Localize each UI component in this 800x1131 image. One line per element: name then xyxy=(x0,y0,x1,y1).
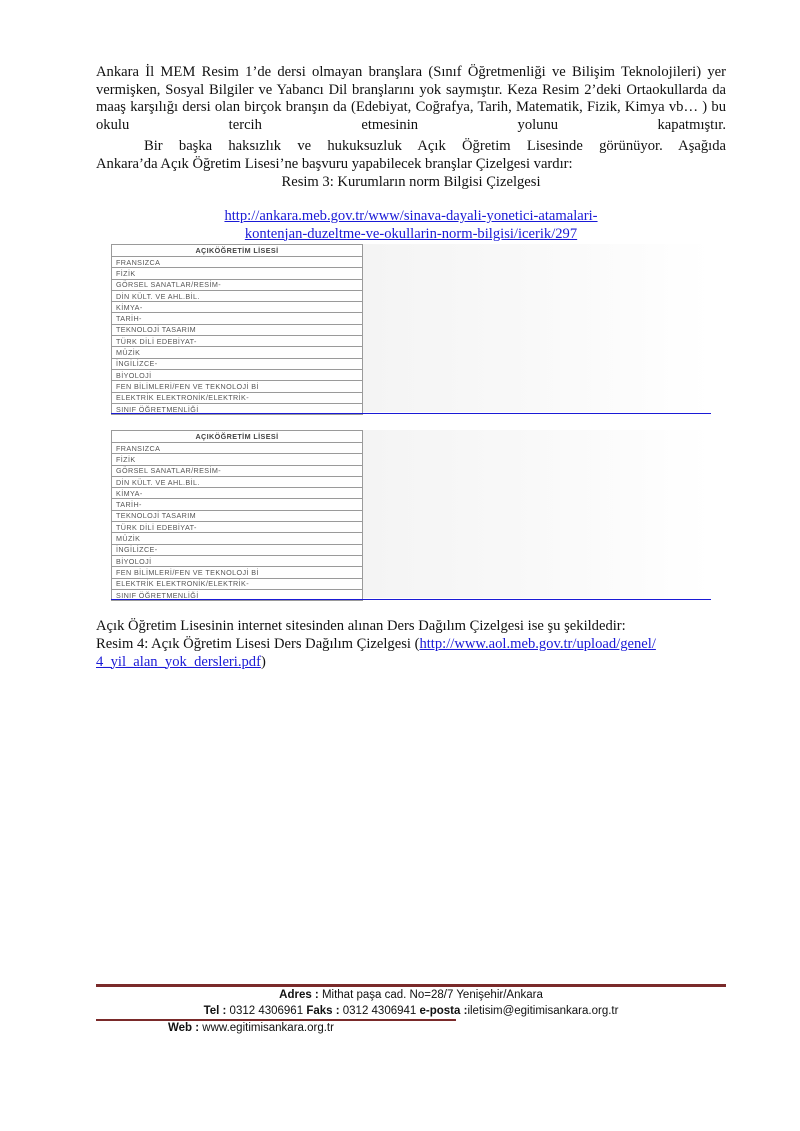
table-cell: KİMYA- xyxy=(112,302,363,313)
tel-label: Tel : xyxy=(203,1005,227,1017)
table-row xyxy=(112,268,363,279)
table-row xyxy=(112,358,363,369)
table-cell: FİZİK xyxy=(112,268,363,279)
table-header-row xyxy=(112,431,363,443)
table-cell: SINIF ÖĞRETMENLİĞİ xyxy=(112,589,363,600)
paragraph-2 xyxy=(96,138,726,173)
table-cell: ELEKTRİK ELEKTRONİK/ELEKTRİK- xyxy=(112,392,363,403)
table-row xyxy=(112,290,363,301)
table-cell: DİN KÜLT. VE AHL.BİL. xyxy=(112,290,363,301)
table-cell: MÜZİK xyxy=(112,533,363,544)
table-cell: GÖRSEL SANATLAR/RESİM- xyxy=(112,279,363,290)
table-cell: ELEKTRİK ELEKTRONİK/ELEKTRİK- xyxy=(112,578,363,589)
fax-label: Faks : xyxy=(306,1005,340,1017)
paragraph-1: Ankara İl MEM Resim 1’de dersi olmayan branşlara (Sınıf Öğretmenliği ve Bilişim Teknolojileri) yer vermişken, Sosyal Bilgiler ve Yabancı Dil branşlarını yok saymıştır. Keza Resim 2’deki Ortaokullarda da maaş karşılığı dersi olan birçok branşın da (Edebiyat, Coğrafya, Tarih, Matematik, Fizik, Kimya vb… ) bu okulu tercih etmesinin yolunu kapatmıştır. xyxy=(96,64,726,133)
image-background xyxy=(363,430,711,598)
email-label: e-posta : xyxy=(419,1005,468,1017)
table-row xyxy=(112,476,363,487)
table-cell: TEKNOLOJİ TASARIM xyxy=(112,324,363,335)
footer-web xyxy=(96,1020,406,1036)
web-label: Web : xyxy=(168,1022,200,1034)
table-cell: TÜRK DİLİ EDEBİYAT- xyxy=(112,336,363,347)
table-row xyxy=(112,488,363,499)
table-cell: İNGİLİZCE- xyxy=(112,358,363,369)
caption-4-suffix: ) xyxy=(260,653,266,670)
figure-caption-3: Resim 3: Kurumların norm Bilgisi Çizelgesi xyxy=(281,174,541,190)
table-header-cell: AÇIKÖĞRETİM LİSESİ xyxy=(112,431,363,443)
table-cell: MÜZİK xyxy=(112,347,363,358)
table-cell: İNGİLİZCE- xyxy=(112,544,363,555)
footer-contact xyxy=(96,1003,726,1019)
paragraph-3: Açık Öğretim Lisesinin internet sitesinden alınan Ders Dağılım Çizelgesi ise şu şekildedir: xyxy=(96,618,626,634)
footer-address xyxy=(96,987,726,1003)
table-header-cell: AÇIKÖĞRETİM LİSESİ xyxy=(112,245,363,257)
tel-value: 0312 4306961 xyxy=(226,1005,307,1017)
table-row xyxy=(112,381,363,392)
fax-value: 0312 4306941 xyxy=(339,1005,420,1017)
table-row xyxy=(112,369,363,380)
aol-pdf-link-line-1[interactable]: http://www.aol.meb.gov.tr/upload/genel/ xyxy=(419,636,656,652)
table-cell: FRANSIZCA xyxy=(112,257,363,268)
table-row xyxy=(112,279,363,290)
image-background xyxy=(363,244,711,412)
source-link-1 xyxy=(96,208,726,243)
table-row xyxy=(112,302,363,313)
branch-table-2 xyxy=(111,430,363,601)
table-cell: FİZİK xyxy=(112,454,363,465)
figure-caption-4 xyxy=(96,636,726,671)
table-cell: KİMYA- xyxy=(112,488,363,499)
branch-table-image-2 xyxy=(111,430,711,600)
paragraph-2-line-2: Ankara’da Açık Öğretim Lisesi’ne başvuru yapabilecek branşlar Çizelgesi vardır: xyxy=(96,155,573,172)
table-cell: FEN BİLİMLERİ/FEN VE TEKNOLOJİ Bİ xyxy=(112,381,363,392)
table-cell: DİN KÜLT. VE AHL.BİL. xyxy=(112,476,363,487)
table-cell: FEN BİLİMLERİ/FEN VE TEKNOLOJİ Bİ xyxy=(112,567,363,578)
table-cell: TEKNOLOJİ TASARIM xyxy=(112,510,363,521)
aol-pdf-link-line-2[interactable]: 4_yil_alan_yok_dersleri.pdf xyxy=(96,653,261,670)
table-header-row xyxy=(112,245,363,257)
norm-info-link-line-2[interactable]: kontenjan-duzeltme-ve-okullarin-norm-bilgisi/icerik/297 xyxy=(244,225,578,242)
table-row xyxy=(112,578,363,589)
image-link-underline xyxy=(111,413,711,414)
web-value[interactable]: www.egitimisankara.org.tr xyxy=(199,1022,334,1034)
table-row xyxy=(112,347,363,358)
table-cell: SINIF ÖĞRETMENLİĞİ xyxy=(112,403,363,414)
address-value: Mithat paşa cad. No=28/7 Yenişehir/Ankara xyxy=(318,989,543,1001)
table-row xyxy=(112,499,363,510)
table-cell: TÜRK DİLİ EDEBİYAT- xyxy=(112,522,363,533)
table-row xyxy=(112,257,363,268)
table-row xyxy=(112,465,363,476)
email-value[interactable]: iletisim@egitimisankara.org.tr xyxy=(467,1005,619,1017)
table-cell: TARİH- xyxy=(112,499,363,510)
table-row xyxy=(112,567,363,578)
table-row xyxy=(112,443,363,454)
branch-table-image-1 xyxy=(111,244,711,414)
table-cell: TARİH- xyxy=(112,313,363,324)
table-row xyxy=(112,324,363,335)
table-cell: FRANSIZCA xyxy=(112,443,363,454)
table-cell: BİYOLOJİ xyxy=(112,369,363,380)
table-cell: GÖRSEL SANATLAR/RESİM- xyxy=(112,465,363,476)
table-row xyxy=(112,392,363,403)
table-row xyxy=(112,555,363,566)
address-label: Adres : xyxy=(279,989,319,1001)
table-cell: BİYOLOJİ xyxy=(112,555,363,566)
table-row xyxy=(112,522,363,533)
table-row xyxy=(112,544,363,555)
image-link-underline xyxy=(111,599,711,600)
table-row xyxy=(112,313,363,324)
paragraph-2-line-1: Bir başka haksızlık ve hukuksuzluk Açık Öğretim Lisesinde görünüyor. Aşağıda xyxy=(144,138,726,154)
norm-info-link-line-1[interactable]: http://ankara.meb.gov.tr/www/sinava-dayali-yonetici-atamalari- xyxy=(224,208,598,224)
caption-4-prefix: Resim 4: Açık Öğretim Lisesi Ders Dağılım Çizelgesi ( xyxy=(96,636,420,652)
table-row xyxy=(112,454,363,465)
table-row xyxy=(112,336,363,347)
table-row xyxy=(112,510,363,521)
branch-table-1 xyxy=(111,244,363,415)
table-row xyxy=(112,533,363,544)
